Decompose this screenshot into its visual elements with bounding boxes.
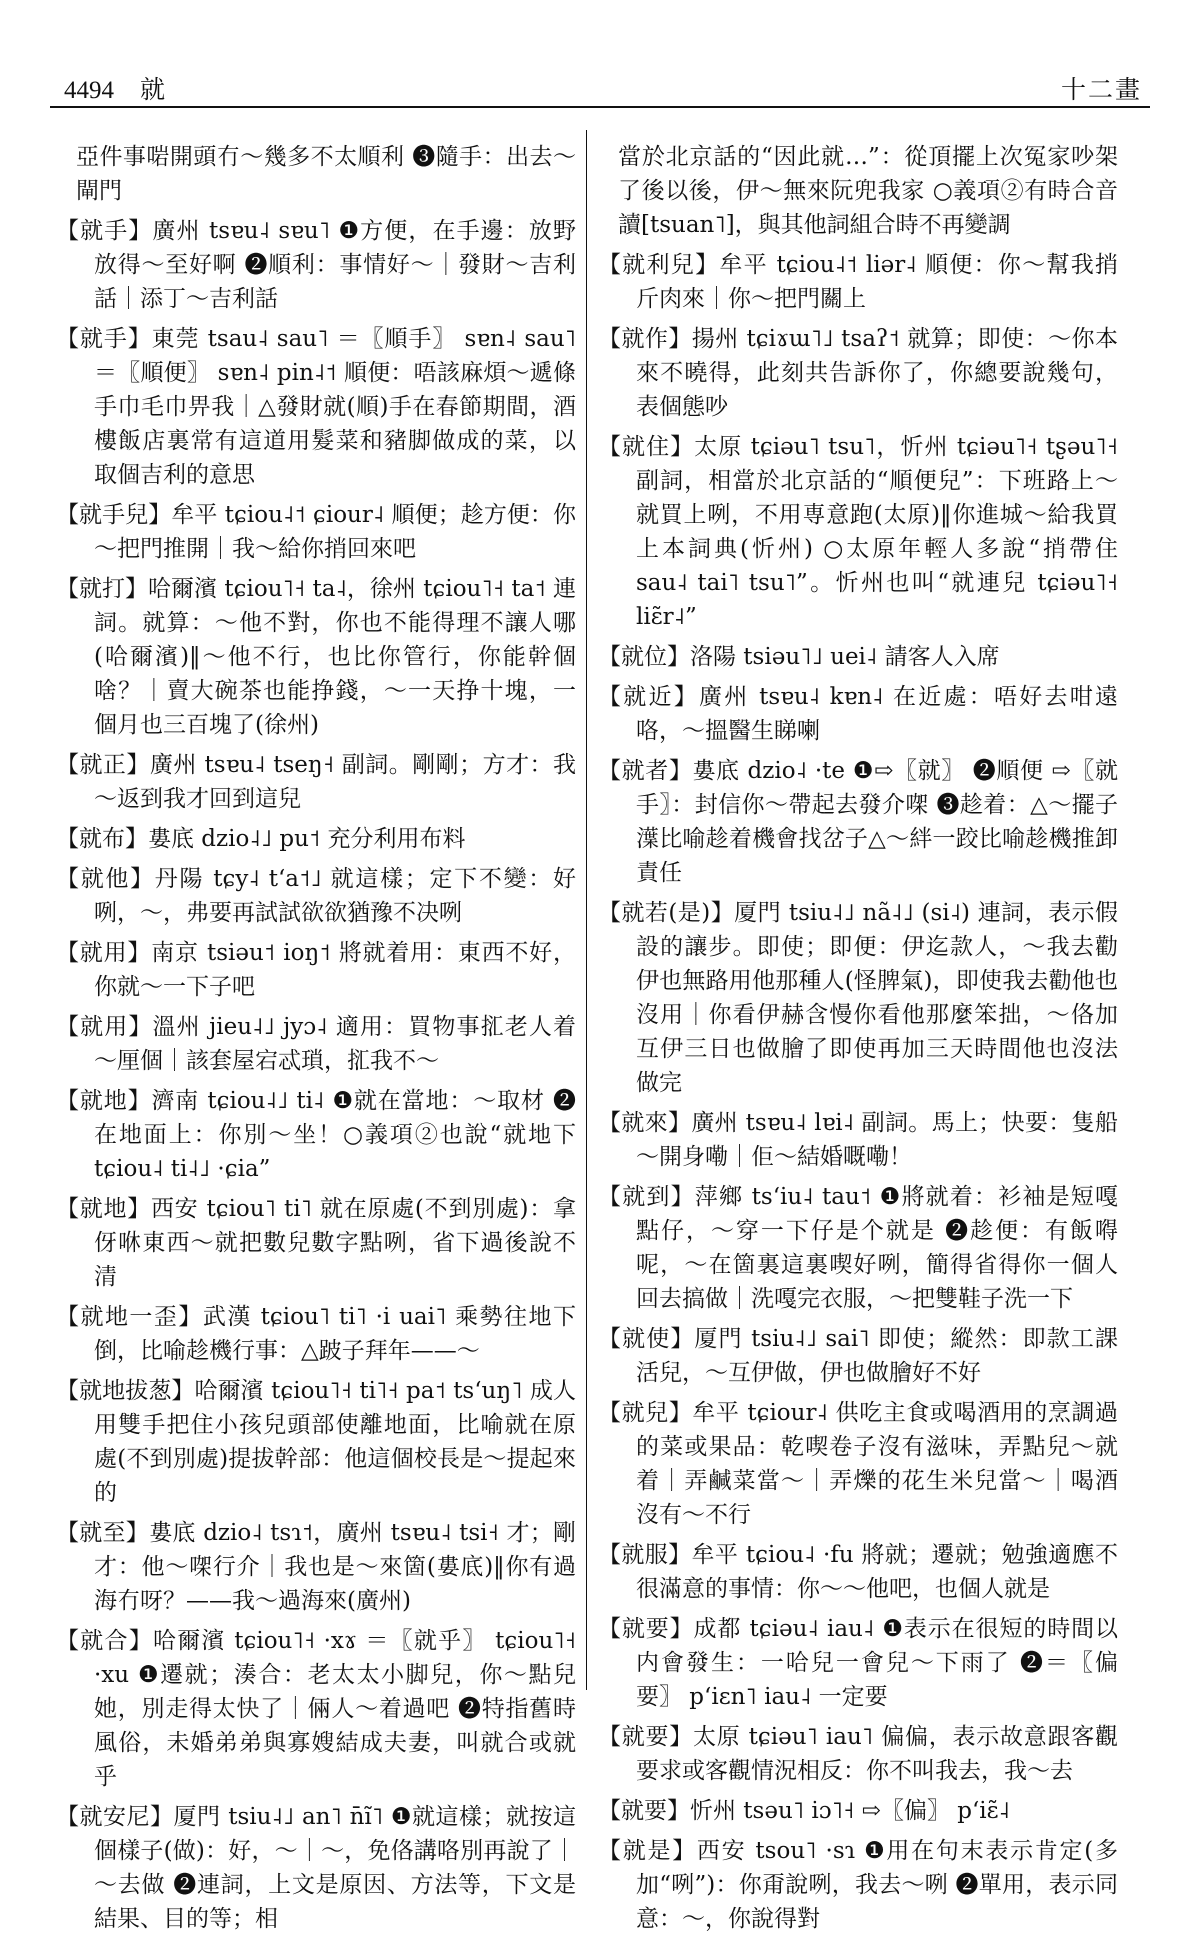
dictionary-entry: 【就要】忻州 tsəu˥ iɔ˥˧ ⇨〖偏〗 pʻiɛ̃˨ [598,1798,1010,1824]
dictionary-entry: 【就地一歪】武漢 tɕiou˥ ti˥ ·i uai˥ 乘勢往地下倒，比喻趁機行事：△跛子拜年——～ [56,1304,576,1364]
dictionary-entry: 【就手】廣州 tsɐu˨ sɐu˥ ❶方便，在手邊：放野放得～至好啊 ❷順利：事情好～｜發財～吉利話｜添丁～吉利話 [56,218,576,312]
dictionary-entry: 【就者】婁底 dzio˨ ·te ❶⇨〖就〗 ❷順便 ⇨〖就手〗：封信你～帶起去發介㗎 ❸趁着：△～擺子㵩比喻趁着機會找岔子△～絆一跤比喻趁機推卸責任 [598,758,1118,886]
head-character: 就 [139,75,165,104]
dictionary-entry: 【就是】西安 tsou˥ ·sɿ ❶用在句末表示肯定(多加“咧”)：你甭說咧，我去～咧 ❷單用，表示同意：～，你說得對 [598,1838,1118,1932]
dictionary-entry: 【就用】南京 tsiəu˦ ioŋ˦ 將就着用：東西不好，你就～一下子吧 [56,940,576,1000]
dictionary-entry: 【就到】萍鄉 tsʻiu˨ tau˦ ❶將就着：衫袖是短嘎點仔，～穿一下仔是个就是 ❷趁便：有飯嘚呢，～在箇裏這裏喫好咧，簡得省得你一個人回去搞做｜洗嘎完衣服，～把雙鞋子洗一下 [598,1184,1118,1312]
dictionary-entry: 【就正】廣州 tsɐu˨ tseŋ˧ 副詞。剛剛；方才：我～返到我才回到這兒 [56,752,576,812]
column-divider [586,130,587,1690]
dictionary-entry: 【就作】揚州 tɕiɤɯ˥˩ tsaʔ˦ 就算；即使：～你本來不曉得，此刻共告訴你了，你總要說幾句，表個態吵 [598,326,1118,420]
dictionary-entry: 【就地拔葱】哈爾濱 tɕiou˥˧ ti˥˧ pa˦ tsʻuŋ˥ 成人用雙手把住小孩兒頭部使離地面，比喻就在原處(不到別處)提拔幹部：他這個校長是～提起來的 [56,1378,576,1506]
dictionary-entry: 【就至】婁底 dzio˨ tsɿ˦，廣州 tsɐu˨ tsi˧ 才；剛才：他～㗎行介｜我也是～來箇(婁底)‖你有過海冇呀？——我～過海來(廣州) [56,1520,576,1614]
dictionary-entry: 【就利兒】牟平 tɕiou˨˦ liər˨ 順便：你～幫我捎斤肉來｜你～把門關上 [598,252,1118,312]
dictionary-entry: 【就地】西安 tɕiou˥ ti˥ 就在原處(不到別處)：拿伢咻東西～就把數兒數字點咧，省下過後說不清 [56,1196,576,1290]
dictionary-entry: 【就用】溫州 jieu˨˩ jyɔ˨ 適用：買物事㧟老人着～厘個｜該套屋宕忒瑣，㧟我不～ [56,1014,576,1074]
dictionary-entry: 【就布】婁底 dzio˨˩ pu˦ 充分利用布料 [56,826,466,852]
dictionary-entry: 【就兒】牟平 tɕiour˨ 供吃主食或喝酒用的烹調過的菜或果品：乾喫卷子沒有滋味，弄點兒～就着｜弄鹹菜當～｜弄爍的花生米兒當～｜喝酒沒有～不行 [598,1400,1118,1528]
dictionary-entry: 【就手】東莞 tsau˨ sau˥ ＝〖順手〗 sɐn˨ sau˥ ＝〖順便〗 sɐn˨ pin˨˦ 順便：唔該麻煩～遞條手巾毛巾畀我｜△發財就(順)手在春節期間，酒樓飯店裏常有這道用髮菜和豬脚做成的菜，以取個吉利的意思 [56,326,576,488]
dictionary-entry: 【就要】太原 tɕiəu˥ iau˥ 偏偏，表示故意跟客觀要求或客觀情況相反：你不叫我去，我～去 [598,1724,1118,1784]
header-left [64,70,165,106]
dictionary-entry: 【就安尼】厦門 tsiu˨˩ an˥ n̄ĩ˥ ❶就這樣；就按這個樣子(做)：好，～｜～，免佫講咯別再說了｜～去做 ❷連詞，上文是原因、方法等，下文是結果、目的等；相 [56,1804,576,1932]
dictionary-entry: 【就手兒】牟平 tɕiou˨˦ ɕiour˨ 順便；趁方便：你～把門推開｜我～給你捎回來吧 [56,502,576,562]
dictionary-entry: 【就要】成都 tɕiəu˨ iau˨ ❶表示在很短的時間以内會發生：一哈兒一會兒～下雨了 ❷＝〖偏要〗 pʻiɛn˥ iau˨ 一定要 [598,1616,1118,1710]
dictionary-entry: 【就服】牟平 tɕiou˨ ·fu 將就；遷就；勉強適應不很滿意的事情：你～～他吧，也個人就是 [598,1542,1118,1602]
section-label: 十二畫 [1060,75,1142,104]
dictionary-entry: 當於北京話的“因此就…”：從頂擺上次冤家吵架了後以後，伊～無來阮兜我家 ○義項②有時合音讀[tsuan˥]，與其他詞組合時不再變調 [618,144,1118,238]
page-header [50,62,1150,108]
dictionary-entry: 【就若(是)】厦門 tsiu˨˩ nã˨˩ (si˨) 連詞，表示假設的讓步。即使；即便：伊迄款人，～我去勸伊也無路用他那種人(怪脾氣)，即使我去勸他也沒用｜你看伊赫含慢你看他那麼笨拙，～佫加互伊三日也做膾了即使再加三天時間他也沒法做完 [598,900,1118,1096]
dictionary-entry: 【就他】丹陽 tɕy˨ tʻa˦˩ 就這樣；定下不變：好咧，～，弗要再試試欲欲猶豫不决咧 [56,866,576,926]
dictionary-entry: 【就來】廣州 tsɐu˨ lɐi˨ 副詞。馬上；快要：隻船～開身嘞｜佢～結婚嘅嘞！ [598,1110,1118,1170]
dictionary-entry: 【就打】哈爾濱 tɕiou˥˧ ta˨，徐州 tɕiou˥˧ ta˦ 連詞。就算：～他不對，你也不能得理不讓人哪(哈爾濱)‖～他不行，也比你管行，你能幹個啥？｜賣大碗茶也能挣錢，～一天挣十塊，一個月也三百塊了(徐州) [56,576,576,738]
right-column [598,140,1118,1942]
dictionary-entry: 亞件事啱開頭冇～幾多不太順利 ❸隨手：出去～閘門 [76,144,576,204]
dictionary-entry: 【就住】太原 tɕiəu˥ tsu˥，忻州 tɕiəu˥˧ tʂəu˥˧ 副詞，相當於北京話的“順便兒”：下班路上～就買上咧，不用専意跑(太原)‖你進城～給我買上本詞典(忻州) ○太原年輕人多說“捎帶住 sau˨ tai˥ tsu˥”。忻州也叫“就連兒 tɕiəu˥˧ liɛ̃r˨” [598,434,1118,630]
dictionary-entry: 【就地】濟南 tɕiou˨˩ ti˨ ❶就在當地：～取材 ❷在地面上：你別～坐！○義項②也說“就地下 tɕiou˨ ti˨˩ ·ɕia” [56,1088,576,1182]
dictionary-entry: 【就近】廣州 tsɐu˨ kɐn˨ 在近處：唔好去咁遠咯，～搵醫生睇喇 [598,684,1118,744]
dictionary-entry: 【就使】厦門 tsiu˨˩ sai˥ 即使；縱然：即款工課活兒，～互伊做，伊也做膾好不好 [598,1326,1118,1386]
dictionary-entry: 【就合】哈爾濱 tɕiou˥˧ ·xɤ ＝〖就乎〗 tɕiou˥˧ ·xu ❶遷就；湊合：老太太小脚兒，你～點兒她，別走得太快了｜倆人～着過吧 ❷特指舊時風俗，未婚弟弟與寡嫂結成夫妻，叫就合或就乎 [56,1628,576,1790]
left-column [56,140,576,1942]
dictionary-entry: 【就位】洛陽 tsiəu˥˩ uei˨ 請客人入席 [598,644,1000,670]
page-number: 4494 [64,77,114,104]
